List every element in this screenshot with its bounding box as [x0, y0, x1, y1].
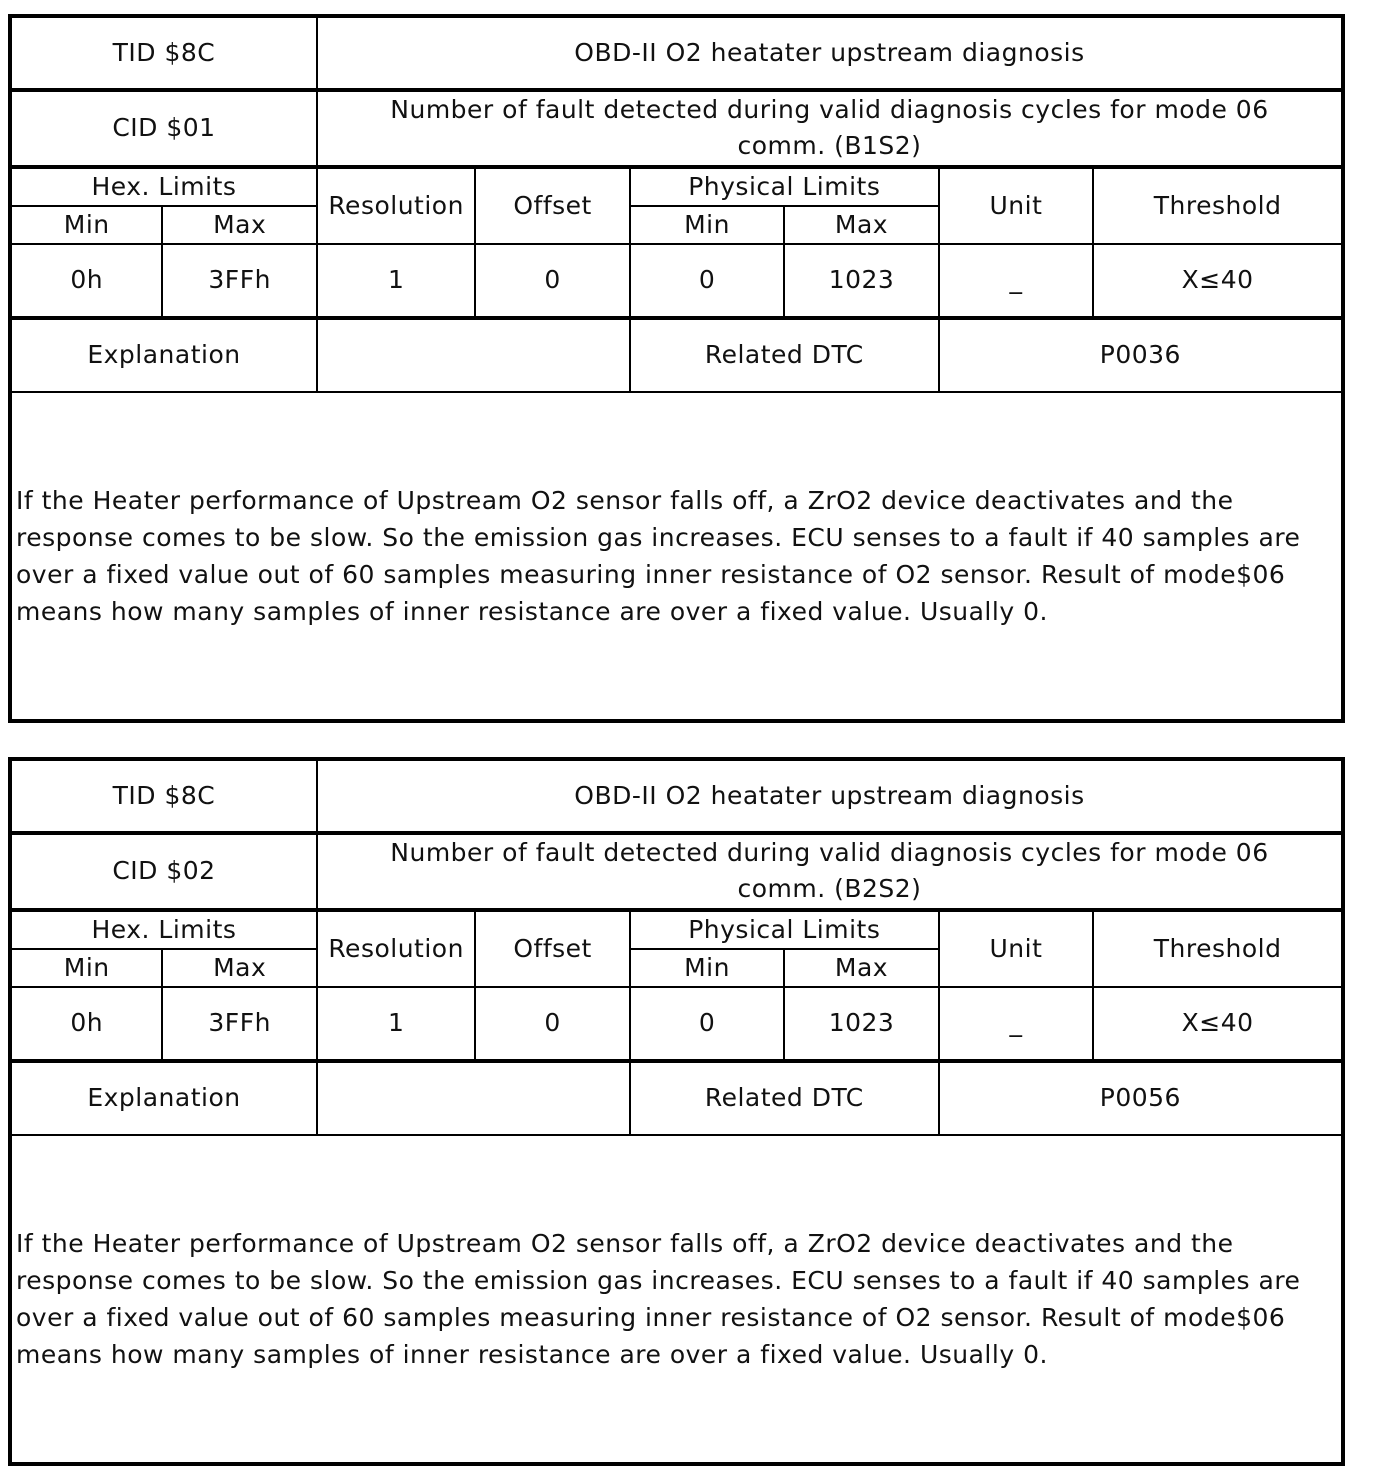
diagnosis-table [8, 757, 1345, 1466]
hex-min-header: Min [10, 949, 162, 987]
resolution-header: Resolution [317, 910, 475, 988]
resolution-value: 1 [317, 244, 475, 318]
cid-description: Number of fault detected during valid diagnosis cycles for mode 06 comm. (B1S2) [317, 90, 1343, 167]
threshold-value: X≤40 [1093, 987, 1343, 1061]
phys-max-header: Max [784, 949, 938, 987]
offset-header: Offset [475, 167, 629, 245]
explanation-blank-cell [317, 1061, 630, 1135]
physical-limits-header: Physical Limits [630, 910, 939, 949]
explanation-blank-cell [317, 318, 630, 392]
offset-value: 0 [475, 244, 629, 318]
tid-description: OBD-II O2 heatater upstream diagnosis [317, 16, 1343, 90]
diagnosis-table-block-2 [8, 757, 1345, 1466]
explanation-label: Explanation [10, 1061, 317, 1135]
cid-description: Number of fault detected during valid diagnosis cycles for mode 06 comm. (B2S2) [317, 833, 1343, 910]
phys-max-value: 1023 [784, 244, 938, 318]
hex-max-value: 3FFh [162, 987, 316, 1061]
tid-description: OBD-II O2 heatater upstream diagnosis [317, 759, 1343, 833]
physical-limits-header: Physical Limits [630, 167, 939, 206]
hex-min-header: Min [10, 206, 162, 244]
unit-header: Unit [939, 167, 1093, 245]
related-dtc-label: Related DTC [630, 1061, 939, 1135]
hex-limits-header: Hex. Limits [10, 910, 317, 949]
hex-max-value: 3FFh [162, 244, 316, 318]
related-dtc-value: P0056 [939, 1061, 1343, 1135]
cid-label: CID $02 [10, 833, 317, 910]
tid-label: TID $8C [10, 16, 317, 90]
diagnosis-table-block-1 [8, 14, 1345, 723]
resolution-value: 1 [317, 987, 475, 1061]
phys-max-value: 1023 [784, 987, 938, 1061]
hex-limits-header: Hex. Limits [10, 167, 317, 206]
threshold-header: Threshold [1093, 910, 1343, 988]
cid-label: CID $01 [10, 90, 317, 167]
explanation-text: If the Heater performance of Upstream O2 sensor falls off, a ZrO2 device deactivates and the response comes to be slow. So the emission gas increases. ECU senses to a fault if 40 samples are over a fixed value out of 60 samples measuring inner resistance of O2 sensor. Result of mode$06 means how many samples of inner resistance are over a fixed value. Usually 0. [10, 392, 1343, 721]
diagnosis-table [8, 14, 1345, 723]
phys-min-value: 0 [630, 244, 784, 318]
explanation-text: If the Heater performance of Upstream O2 sensor falls off, a ZrO2 device deactivates and the response comes to be slow. So the emission gas increases. ECU senses to a fault if 40 samples are over a fixed value out of 60 samples measuring inner resistance of O2 sensor. Result of mode$06 means how many samples of inner resistance are over a fixed value. Usually 0. [10, 1135, 1343, 1464]
offset-header: Offset [475, 910, 629, 988]
explanation-label: Explanation [10, 318, 317, 392]
related-dtc-value: P0036 [939, 318, 1343, 392]
hex-max-header: Max [162, 949, 316, 987]
threshold-header: Threshold [1093, 167, 1343, 245]
related-dtc-label: Related DTC [630, 318, 939, 392]
phys-min-header: Min [630, 206, 784, 244]
resolution-header: Resolution [317, 167, 475, 245]
hex-min-value: 0h [10, 987, 162, 1061]
phys-min-header: Min [630, 949, 784, 987]
tid-label: TID $8C [10, 759, 317, 833]
threshold-value: X≤40 [1093, 244, 1343, 318]
hex-max-header: Max [162, 206, 316, 244]
unit-value: _ [939, 244, 1093, 318]
unit-header: Unit [939, 910, 1093, 988]
phys-max-header: Max [784, 206, 938, 244]
phys-min-value: 0 [630, 987, 784, 1061]
offset-value: 0 [475, 987, 629, 1061]
hex-min-value: 0h [10, 244, 162, 318]
unit-value: _ [939, 987, 1093, 1061]
